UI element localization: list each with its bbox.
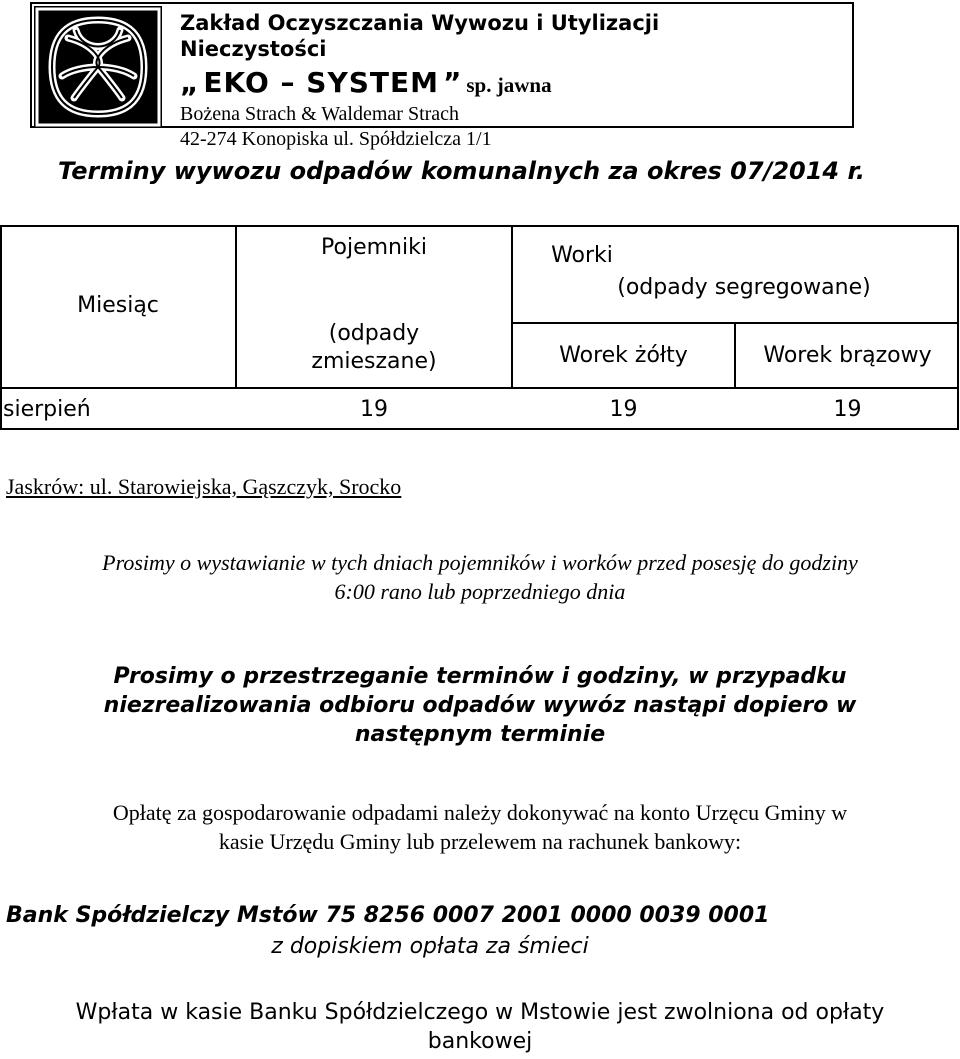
company-owners: Bożena Strach & Waldemar Strach (180, 103, 460, 125)
brown-bag-header: Worek brązowy (763, 343, 932, 368)
compliance-note-line3: następnym terminie (354, 722, 606, 747)
payment-note (0, 798, 960, 856)
brand-open-quote: „ (180, 66, 200, 99)
logo-graphic (34, 6, 162, 128)
bank-transfer-note: z dopiskiem opłata za śmieci (271, 934, 589, 959)
bags-header-line2: (odpady segregowane) (617, 275, 871, 300)
period-title: Terminy wywozu odpadów komunalnych za okres 07/2014 r. (58, 157, 865, 185)
location-streets: Jaskrów: ul. Starowiejska, Gąszczyk, Srocko (6, 474, 402, 499)
compliance-note-line2: niezrealizowania odbioru odpadów wywóz nastąpi dopiero w (103, 693, 857, 718)
yellow-bag-header: Worek żółty (559, 343, 688, 368)
payment-note-line2: kasie Urzędu Gminy lub przelewem na rachunek bankowy: (218, 829, 742, 854)
fee-note (0, 998, 960, 1056)
row-month: sierpień (3, 397, 91, 422)
containers-header-line2: (odpady (328, 321, 420, 346)
placement-note (0, 548, 960, 606)
brand-close-quote: ” (442, 66, 463, 99)
bank-account: Bank Spółdzielczy Mstów 75 8256 0007 2001 0000 0039 0001 (6, 903, 770, 928)
containers-header-line3: zmieszane) (311, 349, 437, 374)
fee-note-line1: Wpłata w kasie Banku Spółdzielczego w Mstowie jest zwolniona od opłaty (75, 1000, 885, 1025)
placement-note-line2: 6:00 rano lub poprzedniego dnia (334, 579, 626, 604)
month-header: Miesiąc (77, 293, 159, 318)
brand-name: EKO – SYSTEM (203, 66, 439, 99)
schedule-table (0, 225, 960, 430)
fee-note-line2: bankowej (427, 1029, 533, 1054)
company-name-line2: Nieczystości (180, 37, 327, 61)
row-yellow-bag-date: 19 (609, 397, 638, 422)
payment-note-line1: Opłatę za gospodarowanie odpadami należy dokonywać na konto Urzęcu Gminy w (112, 800, 848, 825)
bags-header-line1: Worki (551, 243, 613, 268)
placement-note-line1: Prosimy o wystawianie w tych dniach pojemników i worków przed posesję do godziny (102, 550, 858, 575)
row-containers-date: 19 (360, 397, 388, 422)
company-name-line1: Zakład Oczyszczania Wywozu i Utylizacji (180, 11, 660, 35)
brand-suffix: sp. jawna (466, 73, 552, 97)
celtic-knot-logo-icon (34, 6, 162, 128)
compliance-note-line1: Prosimy o przestrzeganie terminów i godziny, w przypadku (113, 664, 847, 689)
row-brown-bag-date: 19 (833, 397, 862, 422)
containers-header-line1: Pojemniki (321, 235, 427, 260)
brand-row (180, 66, 552, 99)
compliance-note (0, 662, 960, 749)
company-address: 42-274 Konopiska ul. Spółdzielcza 1/1 (180, 128, 492, 150)
